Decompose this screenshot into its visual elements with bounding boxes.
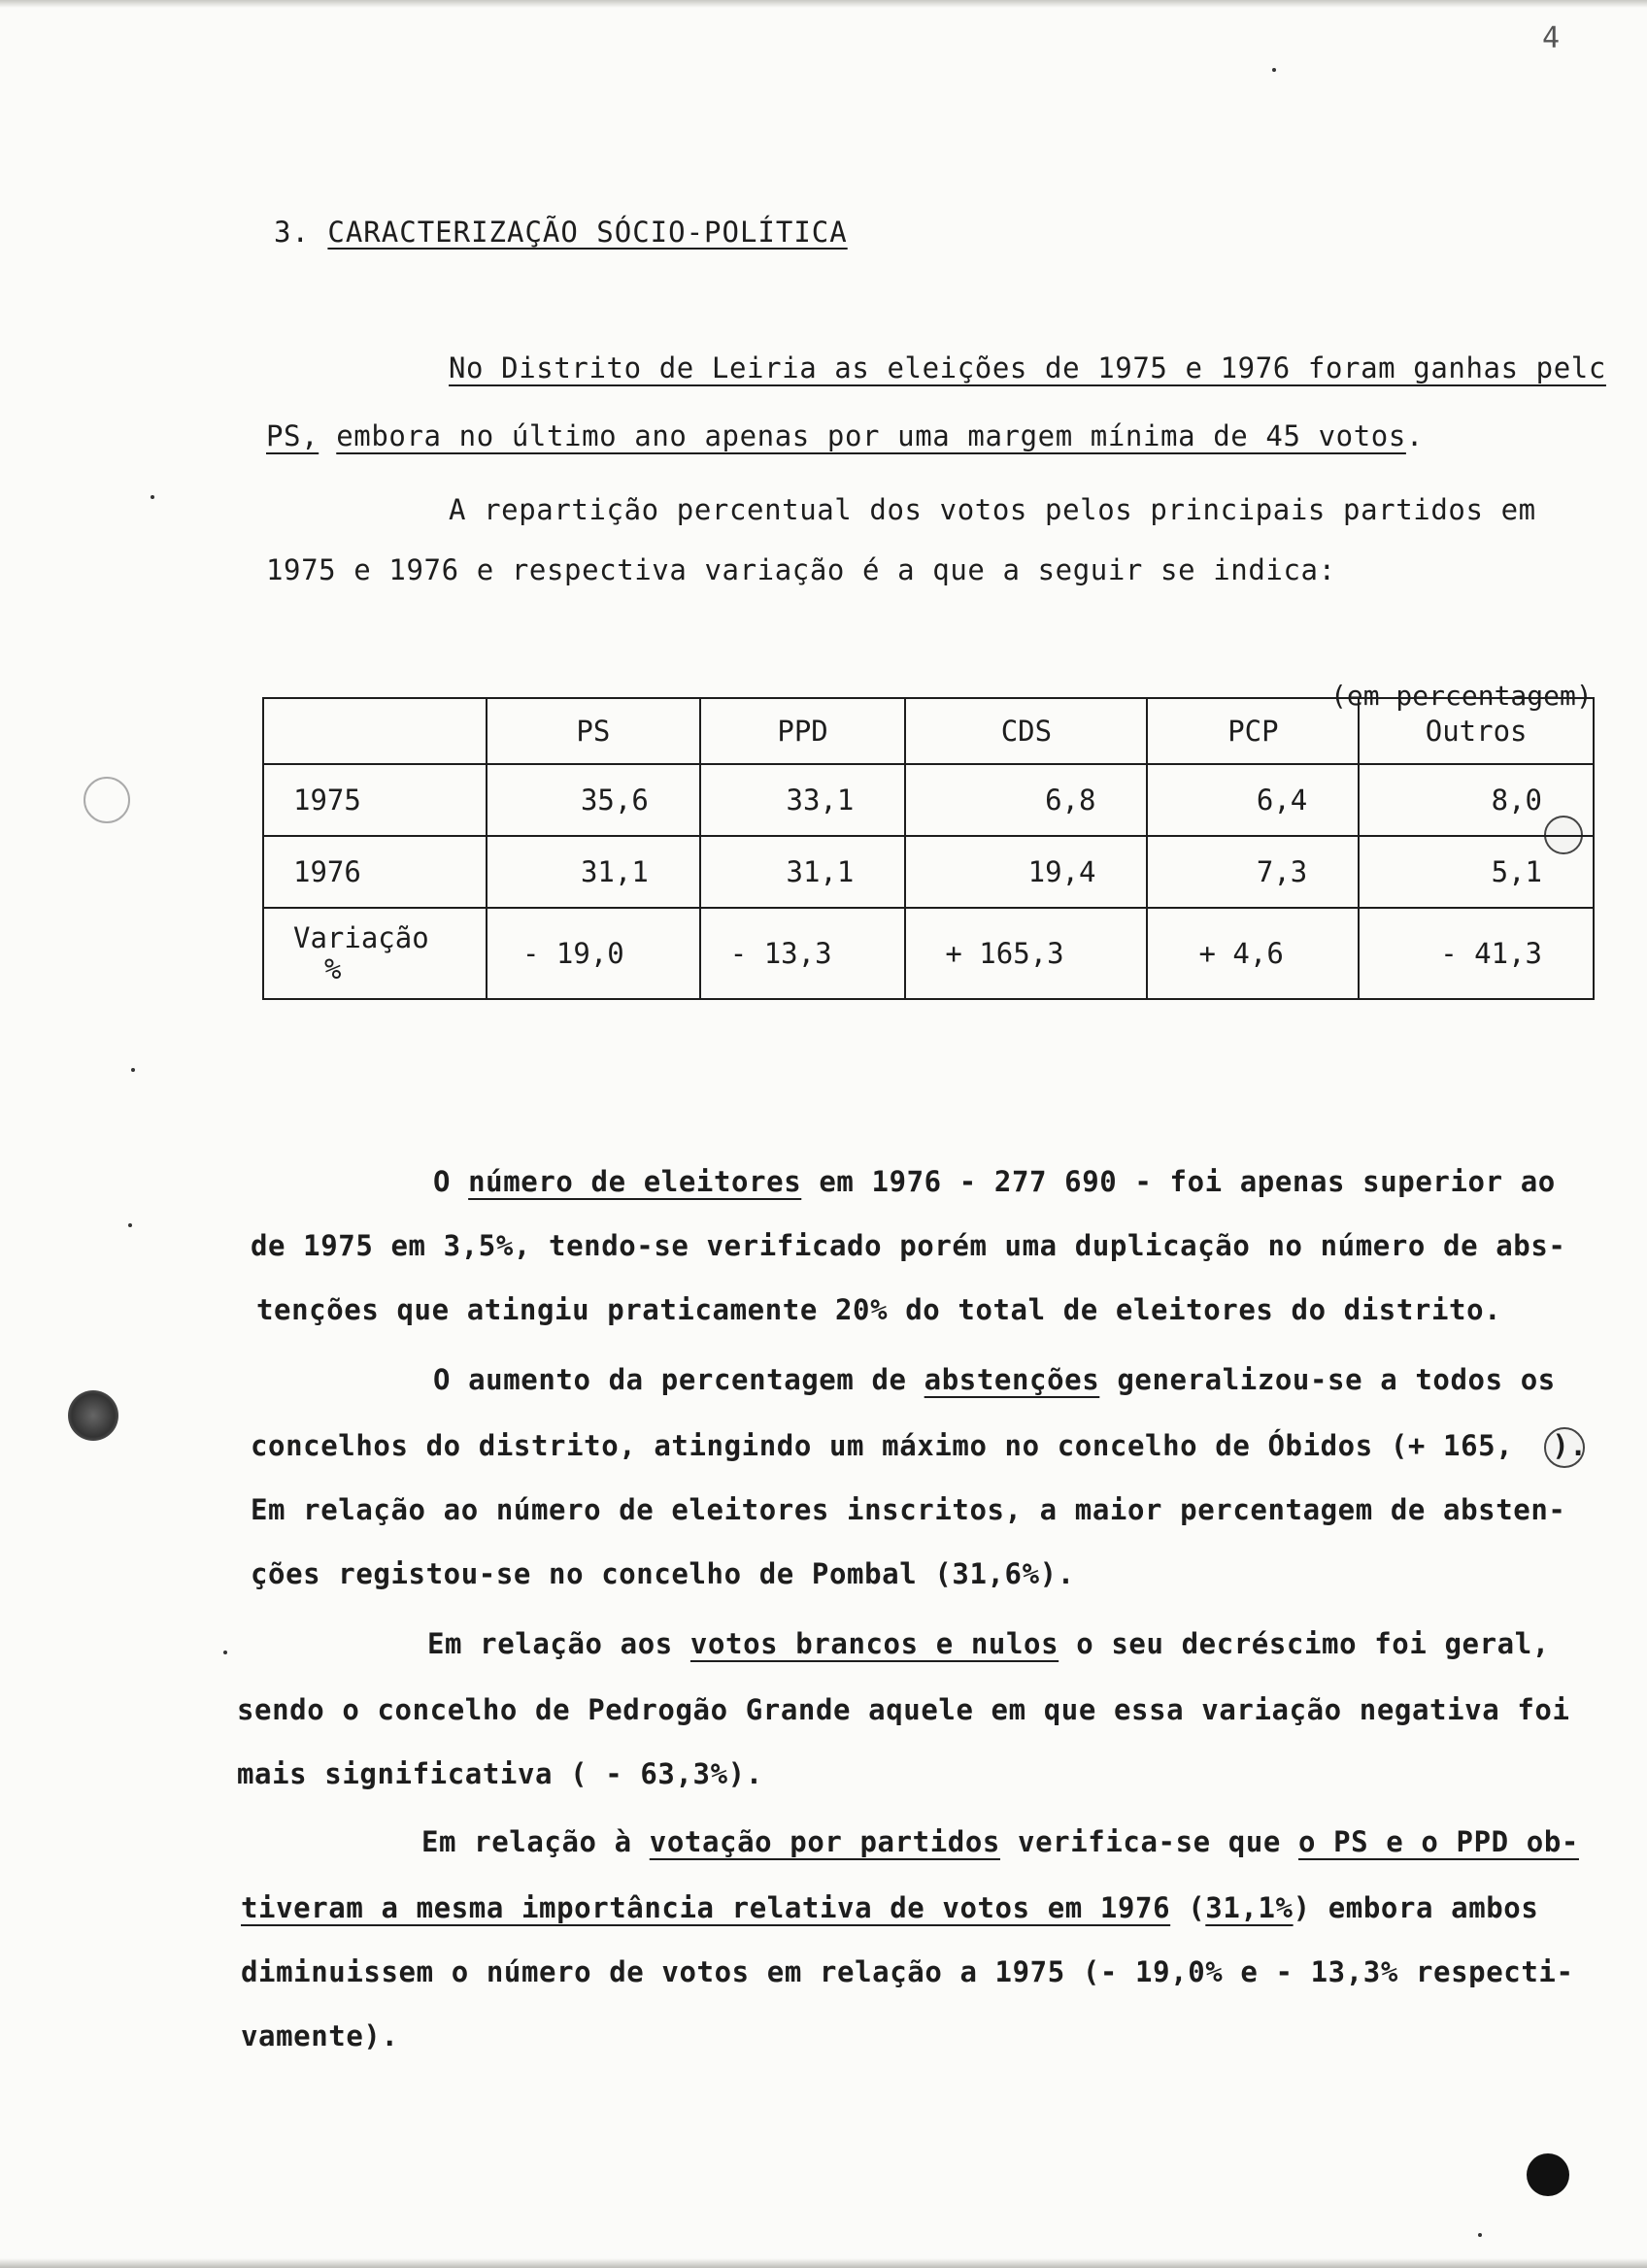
table-row — [263, 836, 1594, 908]
speck — [223, 1651, 227, 1654]
table-header-cell — [263, 698, 487, 764]
speck — [128, 1223, 132, 1227]
body-line — [433, 1363, 1556, 1396]
table-cell: 6,8 — [905, 764, 1147, 836]
table-cell: 33,1 — [700, 764, 906, 836]
text-run: verifica-se que — [999, 1825, 1298, 1858]
text-run: generalizou-se a todos os — [1099, 1363, 1556, 1396]
table-cell: - 13,3 — [700, 908, 906, 999]
body-line: tenções que atingiu praticamente 20% do total de eleitores do distrito. — [256, 1293, 1502, 1326]
text-run: Em relação à — [421, 1825, 650, 1858]
text-run: O aumento da percentagem de — [433, 1363, 924, 1396]
text-underlined: votação por partidos — [649, 1825, 1000, 1858]
body-line — [251, 1429, 1587, 1462]
row-label-line: % — [324, 952, 342, 985]
text-run: concelhos do distrito, atingindo um máximo no concelho de Óbidos (+ 165, — [251, 1429, 1514, 1462]
body-line: de 1975 em 3,5%, tendo-se verificado porém uma duplicação no número de abs- — [251, 1229, 1566, 1262]
row-label-line: Variação — [293, 921, 429, 954]
speck — [151, 495, 154, 499]
votes-table — [262, 697, 1595, 1000]
body-line: vamente). — [241, 2019, 399, 2052]
row-label: 1976 — [263, 836, 487, 908]
intro-period: . — [1405, 419, 1424, 452]
table-cell: 7,3 — [1147, 836, 1359, 908]
table-cell: + 165,3 — [905, 908, 1147, 999]
row-label — [263, 908, 487, 999]
table-header-cell: PPD — [700, 698, 906, 764]
text-run: O — [433, 1165, 469, 1198]
table-cell: 8,0 — [1359, 764, 1594, 836]
text-run: ). — [1552, 1429, 1588, 1462]
text-underlined: o PS e o PPD ob- — [1298, 1825, 1579, 1858]
text-underlined: abstenções — [924, 1363, 1100, 1396]
text-underlined: 31,1% — [1205, 1891, 1294, 1924]
body-line: Em relação ao número de eleitores inscritos, a maior percentagem de absten- — [251, 1493, 1566, 1526]
table-cell: 6,4 — [1147, 764, 1359, 836]
table-cell: 35,6 — [487, 764, 700, 836]
table-header-cell: PS — [487, 698, 700, 764]
row-label: 1975 — [263, 764, 487, 836]
text-underlined: número de eleitores — [468, 1165, 802, 1198]
body-line: ções registou-se no concelho de Pombal (31,6%). — [251, 1557, 1075, 1590]
body-line: mais significativa ( - 63,3%). — [237, 1757, 763, 1790]
table-cell: 31,1 — [487, 836, 700, 908]
intro-line: A repartição percentual dos votos pelos principais partidos em — [449, 493, 1536, 526]
table-header-cell: CDS — [905, 698, 1147, 764]
text-underlined: tiveram a mesma importância relativa de votos em 1976 — [241, 1891, 1171, 1924]
text-run: Em relação aos — [427, 1627, 690, 1660]
scan-edge-top — [0, 0, 1647, 8]
section-heading — [274, 216, 848, 249]
intro-line — [266, 419, 1424, 452]
body-line: sendo o concelho de Pedrogão Grande aquele em que essa variação negativa foi — [237, 1693, 1570, 1726]
ink-blot — [1527, 2153, 1569, 2196]
table-header-cell: Outros — [1359, 698, 1594, 764]
speck — [131, 1068, 135, 1072]
table-cell: 5,1 — [1359, 836, 1594, 908]
scan-edge-bottom — [0, 2258, 1647, 2268]
text-run: o seu decréscimo foi geral, — [1059, 1627, 1550, 1660]
table-cell: - 19,0 — [487, 908, 700, 999]
table-header-cell: PCP — [1147, 698, 1359, 764]
table-header-row — [263, 698, 1594, 764]
table-cell: - 41,3 — [1359, 908, 1594, 999]
text-run: ( — [1170, 1891, 1206, 1924]
table-cell: 31,1 — [700, 836, 906, 908]
intro-line: 1975 e 1976 e respectiva variação é a que a seguir se indica: — [266, 553, 1336, 586]
text-underlined: votos brancos e nulos — [689, 1627, 1059, 1660]
intro-margin: embora no último ano apenas por uma margem mínima de 45 votos — [336, 419, 1406, 452]
body-line — [241, 1891, 1538, 1924]
body-line: diminuissem o número de votos em relação a 1975 (- 19,0% e - 13,3% respecti- — [241, 1955, 1574, 1988]
table-row — [263, 908, 1594, 999]
table-cell: + 4,6 — [1147, 908, 1359, 999]
intro-line: No Distrito de Leiria as eleições de 1975 e 1976 foram ganhas pelc — [449, 351, 1606, 384]
punch-hole-filled — [68, 1390, 118, 1441]
table-cell: 19,4 — [905, 836, 1147, 908]
speck — [1272, 68, 1276, 72]
body-line — [421, 1825, 1579, 1858]
body-line — [427, 1627, 1550, 1660]
table-unit-note: (em percentagem) — [1330, 680, 1593, 712]
text-run: em 1976 - 277 690 - foi apenas superior ao — [801, 1165, 1556, 1198]
table-row — [263, 764, 1594, 836]
section-number: 3. — [274, 216, 310, 249]
speck — [1478, 2233, 1482, 2237]
page-number: 4 — [1542, 21, 1561, 55]
body-line — [433, 1165, 1556, 1198]
section-title: CARACTERIZAÇÃO SÓCIO-POLÍTICA — [327, 216, 848, 249]
punch-hole-outline — [84, 777, 130, 823]
intro-party: PS, — [266, 419, 319, 452]
text-run: ) embora ambos — [1293, 1891, 1539, 1924]
